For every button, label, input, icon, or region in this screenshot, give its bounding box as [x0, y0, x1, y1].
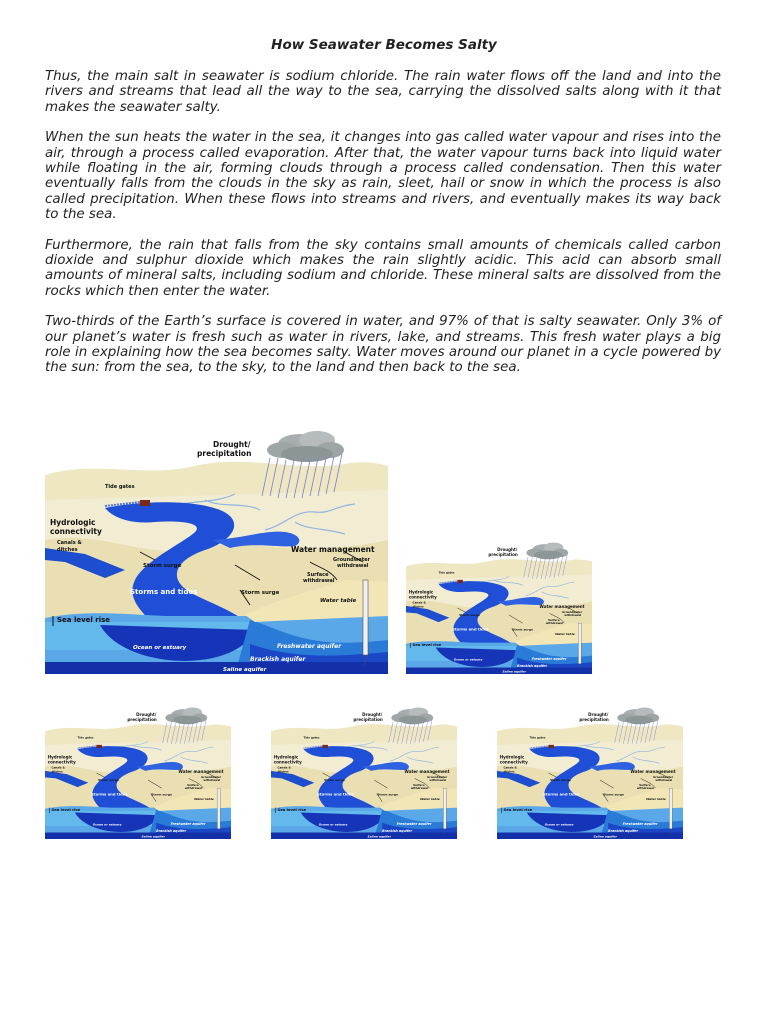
label-water-table: Water table: [555, 632, 575, 637]
label-precipitation: precipitation: [127, 717, 157, 723]
label-ditches: ditches: [51, 769, 63, 774]
label-groundwater: Groundwater: [653, 774, 674, 779]
tide-gate-structure: [140, 500, 150, 506]
label-water-table: Water table: [194, 797, 214, 802]
label-canals: Canals &: [277, 765, 291, 770]
label-canals: Canals &: [51, 765, 65, 770]
label-connectivity: connectivity: [408, 594, 437, 600]
label-saline-aquifer: Saline aquifer: [223, 667, 267, 673]
label-water-management: Water management: [630, 769, 676, 774]
label-storm-surge-1: Storm surge: [459, 613, 480, 618]
label-precipitation: precipitation: [579, 717, 609, 723]
label-ocean-estuary: Ocean or estuary: [92, 822, 122, 827]
label-ditches: ditches: [412, 604, 424, 609]
label-storms-tides: Storms and tides: [543, 791, 580, 797]
label-saline-aquifer: Saline aquifer: [502, 669, 526, 674]
label-storm-surge-2: Storm surge: [151, 792, 172, 797]
label-storm-surge-1: Storm surge: [550, 778, 571, 783]
label-surface-withdrawal: withdrawal: [545, 621, 563, 626]
label-surface-withdrawal: withdrawal: [184, 786, 202, 791]
label-connectivity: connectivity: [47, 759, 76, 765]
label-brackish-aquifer: Brackish aquifer: [382, 828, 413, 833]
label-storms-tides: Storms and tides: [91, 791, 128, 797]
label-brackish-aquifer: Brackish aquifer: [156, 828, 187, 833]
label-surface-withdrawal: withdrawal: [410, 786, 428, 791]
well: [217, 788, 220, 829]
label-groundwater: Groundwater: [427, 774, 448, 779]
label-sea-level-rise: Sea level rise: [277, 806, 307, 812]
tide-gate-structure: [549, 745, 554, 748]
label-sea-level-rise: Sea level rise: [51, 806, 81, 812]
saline-aquifer: [497, 833, 683, 839]
label-hydrologic: Hydrologic: [273, 754, 299, 760]
label-surface: Surface: [187, 782, 199, 787]
paragraph-3: Furthermore, the rain that falls from the sky contains small amounts of chemicals called carbon dioxide and sulphur dioxide which makes the rain slightly acidic. This acid can absorb small amounts of mineral salts, including sodium and chloride. These mineral salts are dissolved from the rocks which then enter the water.: [45, 237, 721, 299]
diagram-small-1: [406, 542, 592, 674]
label-storm-surge-1: Storm surge: [98, 778, 119, 783]
label-drought: Drought/: [213, 440, 251, 449]
label-ocean-estuary: Ocean or estuary: [318, 822, 348, 827]
label-water-table: Water table: [420, 797, 440, 802]
diagram-small-3: [271, 707, 457, 839]
label-withdrawal: withdrawal: [337, 563, 369, 569]
hydrology-diagram: [45, 430, 388, 674]
hydrology-diagram: [497, 707, 683, 839]
label-water-table: Water table: [646, 797, 666, 802]
label-saline-aquifer: Saline aquifer: [367, 834, 391, 839]
label-sea-level-rise: Sea level rise: [503, 806, 533, 812]
label-surface: Surface: [413, 782, 425, 787]
label-canals: Canals &: [412, 600, 426, 605]
label-storm-surge-1: Storm surge: [324, 778, 345, 783]
label-freshwater-aquifer: Freshwater aquifer: [531, 656, 567, 661]
label-connectivity: connectivity: [273, 759, 302, 765]
label-water-management: Water management: [539, 604, 585, 609]
label-freshwater-aquifer: Freshwater aquifer: [396, 821, 432, 826]
label-saline-aquifer: Saline aquifer: [141, 834, 165, 839]
diagram-small-2: [45, 707, 231, 839]
label-groundwater: Groundwater: [562, 609, 583, 614]
label-withdrawal: withdrawal: [429, 778, 447, 783]
label-tide-gates: Tide gates: [105, 484, 135, 490]
label-storms-tides: Storms and tides: [452, 626, 489, 632]
label-brackish-aquifer: Brackish aquifer: [250, 656, 306, 663]
label-storms-tides: Storms and tides: [317, 791, 354, 797]
label-hydrologic: Hydrologic: [408, 589, 434, 595]
label-storm-surge-2: Storm surge: [241, 590, 280, 596]
label-brackish-aquifer: Brackish aquifer: [608, 828, 639, 833]
well: [363, 580, 368, 655]
label-precipitation: precipitation: [488, 552, 518, 558]
saline-aquifer: [406, 668, 592, 674]
hydrology-diagram: [271, 707, 457, 839]
label-water-management: Water management: [404, 769, 450, 774]
well: [578, 623, 581, 664]
saline-aquifer: [45, 833, 231, 839]
label-freshwater-aquifer: Freshwater aquifer: [170, 821, 206, 826]
label-canals: Canals &: [503, 765, 517, 770]
label-ditches: ditches: [277, 769, 289, 774]
label-withdrawal: withdrawal: [203, 778, 221, 783]
label-drought: Drought/: [362, 712, 383, 718]
label-connectivity: connectivity: [499, 759, 528, 765]
label-hydrologic: Hydrologic: [47, 754, 73, 760]
label-surface: Surface: [639, 782, 651, 787]
label-surface-withdrawal: withdrawal: [303, 578, 335, 584]
label-storm-surge-1: Storm surge: [143, 563, 182, 569]
label-surface: Surface: [548, 617, 560, 622]
label-storms-tides: Storms and tides: [130, 588, 198, 596]
label-surface: Surface: [307, 572, 329, 578]
label-connectivity: connectivity: [50, 527, 102, 536]
paragraph-4: Two-thirds of the Earth’s surface is covered in water, and 97% of that is salty seawater. Only 3% of our planet’s water is fresh such as water in rivers, lake, and streams. This fresh water plays a big role in explaining how the sea becomes salty. Water moves around our planet in a cycle powered by the sun: from the sea, to the sky, to the land and then back to the sea.: [45, 314, 721, 376]
diagram-large: [45, 430, 388, 674]
label-sea-level-rise: Sea level rise: [412, 641, 442, 647]
label-withdrawal: withdrawal: [655, 778, 673, 783]
label-hydrologic: Hydrologic: [499, 754, 525, 760]
label-sea-level-rise: Sea level rise: [57, 616, 111, 624]
tide-gate-structure: [323, 745, 328, 748]
label-withdrawal: withdrawal: [564, 613, 582, 618]
paragraph-1: Thus, the main salt in seawater is sodium chloride. The rain water flows off the land and into the rivers and streams that lead all the way to the sea, carrying the dissolved salts along with it that makes the seawater salty.: [45, 69, 721, 115]
label-tide-gates: Tide gates: [438, 570, 455, 575]
label-tide-gates: Tide gates: [529, 735, 546, 740]
label-precipitation: precipitation: [197, 449, 252, 458]
document-body: [45, 69, 721, 391]
label-freshwater-aquifer: Freshwater aquifer: [277, 643, 342, 650]
paragraph-2: When the sun heats the water in the sea, it changes into gas called water vapour and rises into the air, through a process called evaporation. After that, the water vapour turns back into liquid water while floating in the air, forming clouds through a process called condensation. Then this water eventually falls from the clouds in the sky as rain, sleet, hail or snow in which the process is also called precipitation. When these flows into streams and rivers, and eventually makes its way back to the sea.: [45, 130, 721, 222]
saline-aquifer: [45, 662, 388, 674]
saline-aquifer: [271, 833, 457, 839]
label-tide-gates: Tide gates: [303, 735, 320, 740]
label-ocean-estuary: Ocean or estuary: [453, 657, 483, 662]
label-freshwater-aquifer: Freshwater aquifer: [622, 821, 658, 826]
label-brackish-aquifer: Brackish aquifer: [517, 663, 548, 668]
label-storm-surge-2: Storm surge: [512, 627, 533, 632]
label-precipitation: precipitation: [353, 717, 383, 723]
hydrology-diagram: [406, 542, 592, 674]
label-water-table: Water table: [320, 598, 357, 604]
label-water-management: Water management: [178, 769, 224, 774]
label-ocean-estuary: Ocean or estuary: [133, 645, 187, 651]
well: [443, 788, 446, 829]
document-title: How Seawater Becomes Salty: [271, 37, 497, 53]
label-ditches: ditches: [57, 547, 78, 553]
label-groundwater: Groundwater: [201, 774, 222, 779]
tide-gate-structure: [458, 580, 463, 583]
label-tide-gates: Tide gates: [77, 735, 94, 740]
label-drought: Drought/: [497, 547, 518, 553]
diagram-small-4: [497, 707, 683, 839]
label-hydrologic: Hydrologic: [50, 518, 96, 527]
well: [669, 788, 672, 829]
label-water-management: Water management: [291, 545, 375, 554]
label-canals: Canals &: [57, 540, 82, 546]
label-groundwater: Groundwater: [333, 557, 370, 563]
label-ocean-estuary: Ocean or estuary: [544, 822, 574, 827]
label-saline-aquifer: Saline aquifer: [593, 834, 617, 839]
label-storm-surge-2: Storm surge: [377, 792, 398, 797]
label-ditches: ditches: [503, 769, 515, 774]
hydrology-diagram: [45, 707, 231, 839]
label-drought: Drought/: [136, 712, 157, 718]
label-storm-surge-2: Storm surge: [603, 792, 624, 797]
label-drought: Drought/: [588, 712, 609, 718]
tide-gate-structure: [97, 745, 102, 748]
label-surface-withdrawal: withdrawal: [636, 786, 654, 791]
